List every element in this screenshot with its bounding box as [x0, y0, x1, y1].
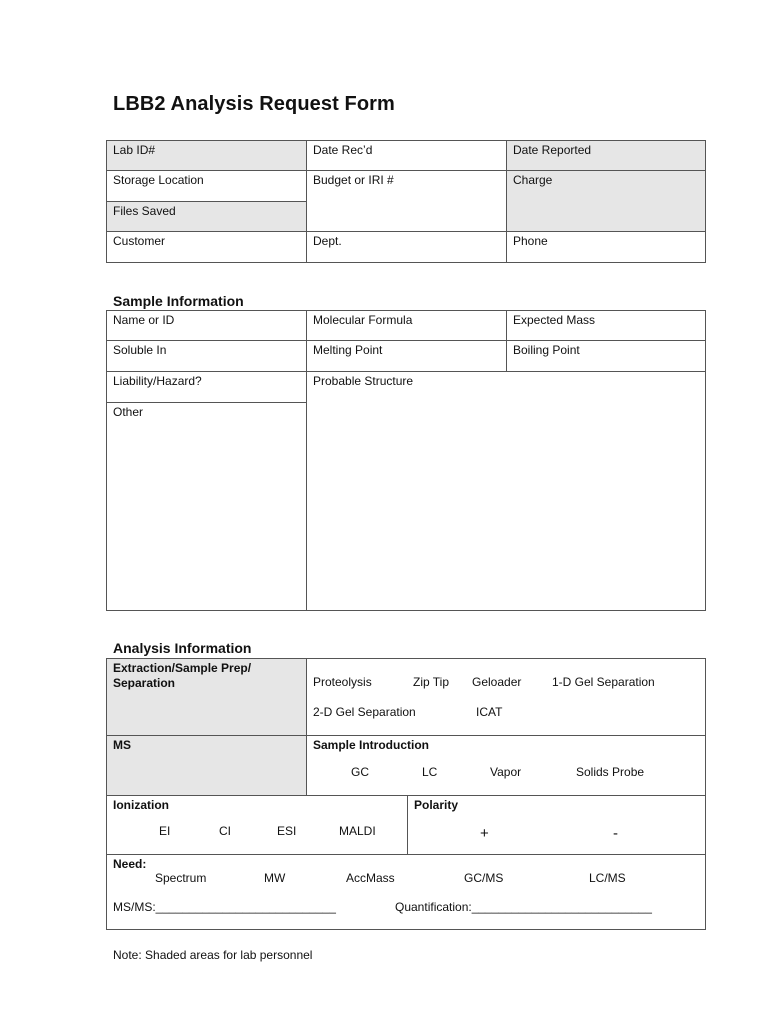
option-accmass[interactable]: AccMass: [346, 871, 395, 885]
date-reported-cell[interactable]: [506, 140, 706, 171]
need-label: Need:: [113, 857, 147, 871]
ionization-label: Ionization: [113, 798, 169, 812]
dept-cell[interactable]: [306, 231, 507, 263]
option-esi[interactable]: ESI: [277, 824, 297, 838]
extraction-label-line2: Separation: [113, 676, 176, 690]
customer-label: Customer: [113, 234, 166, 248]
option-solids-probe[interactable]: Solids Probe: [576, 765, 645, 779]
option-lc-ms[interactable]: LC/MS: [589, 871, 626, 885]
liability-hazard-label: Liability/Hazard?: [113, 374, 202, 388]
option-gc[interactable]: GC: [351, 765, 369, 779]
liability-hazard-cell[interactable]: [106, 371, 307, 403]
boiling-point-label: Boiling Point: [513, 343, 580, 357]
sample-introduction-label: Sample Introduction: [313, 738, 430, 752]
polarity-cell: [407, 795, 706, 855]
budget-cell[interactable]: [306, 170, 507, 232]
ms-label: MS: [113, 738, 131, 752]
date-reported-label: Date Reported: [513, 143, 592, 157]
storage-location-label: Storage Location: [113, 173, 204, 187]
budget-label: Budget or IRI #: [313, 173, 394, 187]
extraction-label-line1: Extraction/Sample Prep/: [113, 661, 252, 675]
name-or-id-cell[interactable]: [106, 310, 307, 341]
option-vapor[interactable]: Vapor: [490, 765, 522, 779]
option-1d-gel-separation[interactable]: 1-D Gel Separation: [552, 675, 655, 689]
molecular-formula-label: Molecular Formula: [313, 313, 413, 327]
option-ei[interactable]: EI: [159, 824, 171, 838]
form-title: LBB2 Analysis Request Form: [113, 93, 395, 115]
quantification-field[interactable]: Quantification:___________________________: [395, 900, 652, 914]
molecular-formula-cell[interactable]: [306, 310, 507, 341]
expected-mass-label: Expected Mass: [513, 313, 596, 327]
probable-structure-cell[interactable]: [306, 371, 706, 611]
sample-information-heading: Sample Information: [113, 293, 244, 309]
expected-mass-cell[interactable]: [506, 310, 706, 341]
option-maldi[interactable]: MALDI: [339, 824, 376, 838]
lab-id-cell[interactable]: [106, 140, 307, 171]
files-saved-cell[interactable]: [106, 201, 307, 232]
prep-options-cell: [306, 658, 706, 736]
date-received-label: Date Rec’d: [313, 143, 373, 157]
lab-id-label: Lab ID#: [113, 143, 156, 157]
option-zip-tip[interactable]: Zip Tip: [413, 675, 450, 689]
analysis-information-heading: Analysis Information: [113, 640, 252, 656]
name-or-id-label: Name or ID: [113, 313, 175, 327]
msms-field[interactable]: MS/MS:___________________________: [113, 900, 336, 914]
extraction-cell: [106, 658, 307, 736]
option-mw[interactable]: MW: [264, 871, 286, 885]
phone-label: Phone: [513, 234, 548, 248]
customer-cell[interactable]: [106, 231, 307, 263]
dept-label: Dept.: [313, 234, 342, 248]
other-label: Other: [113, 405, 144, 419]
option-lc[interactable]: LC: [422, 765, 438, 779]
files-saved-label: Files Saved: [113, 204, 176, 218]
option-geloader[interactable]: Geloader: [472, 675, 522, 689]
soluble-in-cell[interactable]: [106, 340, 307, 372]
option-icat[interactable]: ICAT: [476, 705, 503, 719]
charge-label: Charge: [513, 173, 553, 187]
option-gc-ms[interactable]: GC/MS: [464, 871, 504, 885]
need-cell: [106, 854, 706, 930]
melting-point-cell[interactable]: [306, 340, 507, 372]
soluble-in-label: Soluble In: [113, 343, 167, 357]
storage-location-cell[interactable]: [106, 170, 307, 202]
polarity-positive[interactable]: +: [480, 825, 489, 842]
ms-cell: [106, 735, 307, 796]
option-proteolysis[interactable]: Proteolysis: [313, 675, 372, 689]
boiling-point-cell[interactable]: [506, 340, 706, 372]
footer-note: Note: Shaded areas for lab personnel: [113, 948, 313, 962]
option-spectrum[interactable]: Spectrum: [155, 871, 207, 885]
melting-point-label: Melting Point: [313, 343, 383, 357]
polarity-label: Polarity: [414, 798, 459, 812]
charge-cell[interactable]: [506, 170, 706, 232]
date-received-cell[interactable]: [306, 140, 507, 171]
probable-structure-label: Probable Structure: [313, 374, 414, 388]
option-2d-gel-separation[interactable]: 2-D Gel Separation: [313, 705, 416, 719]
phone-cell[interactable]: [506, 231, 706, 263]
other-cell[interactable]: [106, 402, 307, 611]
polarity-negative[interactable]: -: [613, 825, 618, 842]
option-ci[interactable]: CI: [219, 824, 231, 838]
